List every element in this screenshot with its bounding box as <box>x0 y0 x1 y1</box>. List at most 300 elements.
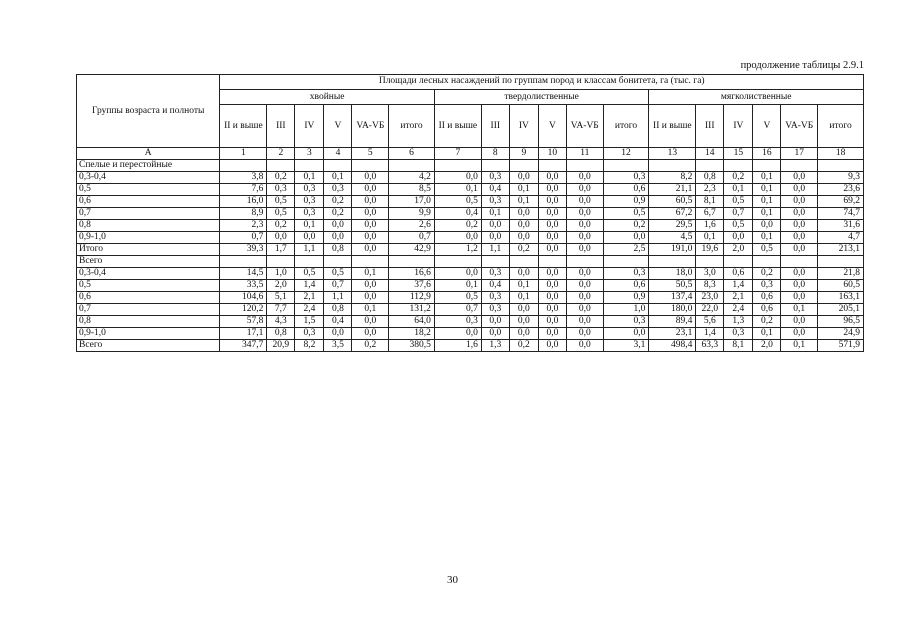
empty-cell <box>352 256 389 268</box>
value-cell: 104,6 <box>220 292 267 304</box>
value-cell: 0,3 <box>603 316 649 328</box>
value-cell: 2,3 <box>220 220 267 232</box>
value-cell: 0,5 <box>753 244 781 256</box>
index-cell: 14 <box>696 148 724 160</box>
value-cell: 0,5 <box>724 220 753 232</box>
value-cell: 3,8 <box>220 172 267 184</box>
value-cell: 0,0 <box>566 268 603 280</box>
row-label: 0,8 <box>77 220 220 232</box>
value-cell: 8,1 <box>724 340 753 352</box>
value-cell: 0,0 <box>509 172 538 184</box>
table-row <box>77 304 864 316</box>
value-cell: 0,0 <box>566 316 603 328</box>
value-cell: 7,6 <box>220 184 267 196</box>
row-label: 0,3-0,4 <box>77 268 220 280</box>
value-cell: 0,3 <box>481 292 509 304</box>
value-cell: 69,2 <box>818 196 864 208</box>
value-cell: 0,3 <box>481 304 509 316</box>
table-row <box>77 208 864 220</box>
value-cell: 6,7 <box>696 208 724 220</box>
value-cell: 0,7 <box>724 208 753 220</box>
value-cell: 29,5 <box>649 220 696 232</box>
subheader-cell: итого <box>603 105 649 148</box>
section-title: Всего <box>77 256 220 268</box>
empty-cell <box>481 160 509 172</box>
value-cell: 96,5 <box>818 316 864 328</box>
index-cell: 17 <box>781 148 818 160</box>
value-cell: 0,0 <box>781 244 818 256</box>
index-cell: 3 <box>295 148 324 160</box>
value-cell: 0,0 <box>781 220 818 232</box>
value-cell: 0,0 <box>481 316 509 328</box>
empty-cell <box>509 160 538 172</box>
value-cell: 0,0 <box>509 316 538 328</box>
value-cell: 0,0 <box>566 172 603 184</box>
value-cell: 0,4 <box>481 280 509 292</box>
value-cell: 0,0 <box>509 328 538 340</box>
group-header: мягколиственные <box>649 89 864 105</box>
empty-cell <box>389 160 435 172</box>
value-cell: 0,6 <box>603 280 649 292</box>
value-cell: 0,0 <box>481 232 509 244</box>
value-cell: 0,5 <box>295 268 324 280</box>
value-cell: 9,3 <box>818 172 864 184</box>
value-cell: 0,9 <box>603 292 649 304</box>
subheader-cell: итого <box>818 105 864 148</box>
value-cell: 0,0 <box>267 232 295 244</box>
value-cell: 0,0 <box>538 208 566 220</box>
value-cell: 0,1 <box>753 232 781 244</box>
value-cell: 0,0 <box>509 208 538 220</box>
row-label: Всего <box>77 340 220 352</box>
value-cell: 0,0 <box>352 292 389 304</box>
empty-cell <box>267 160 295 172</box>
value-cell: 23,1 <box>649 328 696 340</box>
value-cell: 2,0 <box>724 244 753 256</box>
value-cell: 0,0 <box>566 244 603 256</box>
value-cell: 0,0 <box>724 232 753 244</box>
subheader-cell: IV <box>295 105 324 148</box>
page-number: 30 <box>447 574 458 586</box>
value-cell: 120,2 <box>220 304 267 316</box>
empty-cell <box>753 160 781 172</box>
value-cell: 0,1 <box>434 184 481 196</box>
value-cell: 0,7 <box>324 280 352 292</box>
row-label: 0,5 <box>77 280 220 292</box>
value-cell: 1,3 <box>724 316 753 328</box>
value-cell: 0,3 <box>295 184 324 196</box>
index-cell: 18 <box>818 148 864 160</box>
value-cell: 5,1 <box>267 292 295 304</box>
value-cell: 0,6 <box>753 292 781 304</box>
value-cell: 4,7 <box>818 232 864 244</box>
empty-cell <box>509 256 538 268</box>
value-cell: 0,0 <box>538 268 566 280</box>
value-cell: 0,2 <box>352 340 389 352</box>
value-cell: 74,7 <box>818 208 864 220</box>
value-cell: 0,3 <box>753 280 781 292</box>
value-cell: 1,3 <box>481 340 509 352</box>
value-cell: 0,0 <box>352 172 389 184</box>
value-cell: 16,6 <box>389 268 435 280</box>
subheader-cell: III <box>696 105 724 148</box>
empty-cell <box>434 256 481 268</box>
value-cell: 0,5 <box>724 196 753 208</box>
value-cell: 0,0 <box>566 304 603 316</box>
value-cell: 0,3 <box>603 172 649 184</box>
value-cell: 0,1 <box>753 172 781 184</box>
value-cell: 0,0 <box>324 232 352 244</box>
value-cell: 0,0 <box>352 244 389 256</box>
value-cell: 33,5 <box>220 280 267 292</box>
value-cell: 8,1 <box>696 196 724 208</box>
value-cell: 7,7 <box>267 304 295 316</box>
empty-cell <box>324 256 352 268</box>
empty-cell <box>220 160 267 172</box>
value-cell: 1,4 <box>696 328 724 340</box>
value-cell: 112,9 <box>389 292 435 304</box>
index-cell: 4 <box>324 148 352 160</box>
index-cell: 6 <box>389 148 435 160</box>
value-cell: 0,1 <box>509 280 538 292</box>
index-cell: 10 <box>538 148 566 160</box>
value-cell: 0,0 <box>538 232 566 244</box>
value-cell: 5,6 <box>696 316 724 328</box>
value-cell: 0,1 <box>753 208 781 220</box>
value-cell: 18,2 <box>389 328 435 340</box>
value-cell: 0,1 <box>352 304 389 316</box>
value-cell: 0,2 <box>434 220 481 232</box>
value-cell: 0,3 <box>324 184 352 196</box>
value-cell: 0,0 <box>481 328 509 340</box>
empty-cell <box>566 160 603 172</box>
value-cell: 0,1 <box>295 220 324 232</box>
empty-cell <box>538 160 566 172</box>
value-cell: 0,1 <box>509 184 538 196</box>
subheader-cell: IV <box>509 105 538 148</box>
value-cell: 16,0 <box>220 196 267 208</box>
value-cell: 0,1 <box>753 328 781 340</box>
value-cell: 20,9 <box>267 340 295 352</box>
value-cell: 1,0 <box>267 268 295 280</box>
table-row <box>77 316 864 328</box>
value-cell: 0,0 <box>538 316 566 328</box>
table-row <box>77 220 864 232</box>
value-cell: 0,0 <box>781 280 818 292</box>
value-cell: 1,4 <box>724 280 753 292</box>
value-cell: 0,0 <box>434 232 481 244</box>
value-cell: 0,0 <box>781 268 818 280</box>
empty-cell <box>696 256 724 268</box>
value-cell: 0,1 <box>724 184 753 196</box>
index-cell: 15 <box>724 148 753 160</box>
value-cell: 0,6 <box>724 268 753 280</box>
value-cell: 8,2 <box>649 172 696 184</box>
index-cell: 7 <box>434 148 481 160</box>
index-cell: 1 <box>220 148 267 160</box>
value-cell: 213,1 <box>818 244 864 256</box>
empty-cell <box>781 256 818 268</box>
group-header: хвойные <box>220 89 434 105</box>
subheader-cell: II и выше <box>649 105 696 148</box>
subheader-cell: итого <box>389 105 435 148</box>
value-cell: 4,2 <box>389 172 435 184</box>
index-cell: 11 <box>566 148 603 160</box>
value-cell: 60,5 <box>818 280 864 292</box>
value-cell: 0,0 <box>781 172 818 184</box>
value-cell: 0,0 <box>352 280 389 292</box>
value-cell: 0,1 <box>753 196 781 208</box>
value-cell: 0,0 <box>295 232 324 244</box>
value-cell: 1,2 <box>434 244 481 256</box>
value-cell: 0,0 <box>781 208 818 220</box>
empty-cell <box>295 160 324 172</box>
value-cell: 0,0 <box>566 220 603 232</box>
value-cell: 380,5 <box>389 340 435 352</box>
value-cell: 0,0 <box>352 196 389 208</box>
value-cell: 3,5 <box>324 340 352 352</box>
value-cell: 2,1 <box>724 292 753 304</box>
value-cell: 0,0 <box>781 184 818 196</box>
row-label: 0,9-1,0 <box>77 328 220 340</box>
value-cell: 0,2 <box>753 268 781 280</box>
empty-cell <box>295 256 324 268</box>
value-cell: 0,3 <box>295 196 324 208</box>
value-cell: 0,4 <box>481 184 509 196</box>
subheader-cell: V <box>538 105 566 148</box>
value-cell: 0,0 <box>352 184 389 196</box>
value-cell: 0,0 <box>538 328 566 340</box>
value-cell: 8,3 <box>696 280 724 292</box>
empty-cell <box>434 160 481 172</box>
value-cell: 131,2 <box>389 304 435 316</box>
value-cell: 0,0 <box>538 292 566 304</box>
empty-cell <box>724 160 753 172</box>
value-cell: 347,7 <box>220 340 267 352</box>
subheader-cell: VA-VБ <box>566 105 603 148</box>
value-cell: 0,0 <box>538 172 566 184</box>
empty-cell <box>781 160 818 172</box>
value-cell: 2,6 <box>389 220 435 232</box>
value-cell: 8,2 <box>295 340 324 352</box>
value-cell: 0,3 <box>295 208 324 220</box>
group-header: твердолиственные <box>434 89 648 105</box>
row-label: 0,7 <box>77 208 220 220</box>
value-cell: 0,6 <box>603 184 649 196</box>
value-cell: 0,3 <box>481 172 509 184</box>
value-cell: 0,0 <box>352 220 389 232</box>
value-cell: 0,1 <box>434 280 481 292</box>
value-cell: 2,1 <box>295 292 324 304</box>
empty-cell <box>481 256 509 268</box>
index-cell: А <box>77 148 220 160</box>
value-cell: 9,9 <box>389 208 435 220</box>
empty-cell <box>818 160 864 172</box>
value-cell: 1,7 <box>267 244 295 256</box>
subheader-cell: II и выше <box>434 105 481 148</box>
empty-cell <box>220 256 267 268</box>
value-cell: 2,4 <box>295 304 324 316</box>
value-cell: 0,3 <box>267 184 295 196</box>
value-cell: 0,3 <box>295 328 324 340</box>
header-row-main <box>77 75 864 90</box>
value-cell: 0,4 <box>324 316 352 328</box>
value-cell: 0,2 <box>267 220 295 232</box>
first-column-header: Группы возраста и полноты <box>77 75 220 148</box>
value-cell: 64,0 <box>389 316 435 328</box>
value-cell: 0,0 <box>781 316 818 328</box>
value-cell: 0,0 <box>566 208 603 220</box>
value-cell: 89,4 <box>649 316 696 328</box>
value-cell: 0,2 <box>603 220 649 232</box>
value-cell: 0,0 <box>538 184 566 196</box>
section-title: Спелые и перестойные <box>77 160 220 172</box>
value-cell: 0,8 <box>696 172 724 184</box>
value-cell: 0,8 <box>324 304 352 316</box>
table-row <box>77 268 864 280</box>
value-cell: 0,0 <box>434 172 481 184</box>
value-cell: 1,1 <box>324 292 352 304</box>
index-cell: 16 <box>753 148 781 160</box>
subheader-cell: V <box>753 105 781 148</box>
value-cell: 498,4 <box>649 340 696 352</box>
value-cell: 0,2 <box>509 340 538 352</box>
value-cell: 2,3 <box>696 184 724 196</box>
value-cell: 8,9 <box>220 208 267 220</box>
value-cell: 0,0 <box>352 316 389 328</box>
value-cell: 18,0 <box>649 268 696 280</box>
value-cell: 0,1 <box>509 196 538 208</box>
value-cell: 0,8 <box>324 244 352 256</box>
value-cell: 1,0 <box>603 304 649 316</box>
value-cell: 0,2 <box>267 172 295 184</box>
value-cell: 0,0 <box>352 208 389 220</box>
empty-cell <box>724 256 753 268</box>
value-cell: 0,8 <box>267 328 295 340</box>
value-cell: 0,4 <box>434 208 481 220</box>
row-label: 0,6 <box>77 196 220 208</box>
value-cell: 0,0 <box>434 268 481 280</box>
value-cell: 0,5 <box>267 208 295 220</box>
continuation-note: продолжение таблицы 2.9.1 <box>740 60 864 71</box>
value-cell: 0,3 <box>481 268 509 280</box>
value-cell: 0,0 <box>434 328 481 340</box>
value-cell: 0,2 <box>753 316 781 328</box>
value-cell: 0,7 <box>434 304 481 316</box>
index-cell: 8 <box>481 148 509 160</box>
value-cell: 0,0 <box>538 220 566 232</box>
subheader-cell: VA-VБ <box>352 105 389 148</box>
value-cell: 0,0 <box>509 304 538 316</box>
value-cell: 0,1 <box>781 304 818 316</box>
subheader-cell: V <box>324 105 352 148</box>
value-cell: 42,9 <box>389 244 435 256</box>
empty-cell <box>649 256 696 268</box>
row-label: 0,6 <box>77 292 220 304</box>
section-row <box>77 256 864 268</box>
value-cell: 2,0 <box>267 280 295 292</box>
value-cell: 0,1 <box>324 172 352 184</box>
value-cell: 0,5 <box>324 268 352 280</box>
empty-cell <box>649 160 696 172</box>
empty-cell <box>696 160 724 172</box>
value-cell: 0,3 <box>434 316 481 328</box>
index-cell: 5 <box>352 148 389 160</box>
subheader-cell: VA-VБ <box>781 105 818 148</box>
table-row <box>77 280 864 292</box>
value-cell: 1,1 <box>295 244 324 256</box>
empty-cell <box>389 256 435 268</box>
value-cell: 0,0 <box>324 220 352 232</box>
section-row <box>77 160 864 172</box>
index-cell: 13 <box>649 148 696 160</box>
table-row <box>77 328 864 340</box>
value-cell: 0,5 <box>434 196 481 208</box>
empty-cell <box>352 160 389 172</box>
value-cell: 0,0 <box>566 340 603 352</box>
value-cell: 3,1 <box>603 340 649 352</box>
value-cell: 22,0 <box>696 304 724 316</box>
value-cell: 24,9 <box>818 328 864 340</box>
value-cell: 0,5 <box>267 196 295 208</box>
subheader-cell: III <box>267 105 295 148</box>
value-cell: 0,0 <box>566 328 603 340</box>
value-cell: 0,0 <box>538 244 566 256</box>
empty-cell <box>603 256 649 268</box>
value-cell: 0,2 <box>324 196 352 208</box>
table-row <box>77 196 864 208</box>
value-cell: 23,0 <box>696 292 724 304</box>
value-cell: 0,0 <box>781 196 818 208</box>
row-label: 0,5 <box>77 184 220 196</box>
value-cell: 19,6 <box>696 244 724 256</box>
value-cell: 1,1 <box>481 244 509 256</box>
header-row-index <box>77 148 864 160</box>
value-cell: 180,0 <box>649 304 696 316</box>
value-cell: 163,1 <box>818 292 864 304</box>
row-label: Итого <box>77 244 220 256</box>
value-cell: 0,1 <box>753 184 781 196</box>
value-cell: 37,6 <box>389 280 435 292</box>
empty-cell <box>818 256 864 268</box>
value-cell: 0,9 <box>603 196 649 208</box>
value-cell: 0,0 <box>324 328 352 340</box>
value-cell: 0,0 <box>509 268 538 280</box>
value-cell: 50,5 <box>649 280 696 292</box>
subheader-cell: III <box>481 105 509 148</box>
table-row <box>77 340 864 352</box>
subheader-cell: II и выше <box>220 105 267 148</box>
value-cell: 0,1 <box>696 232 724 244</box>
value-cell: 0,2 <box>509 244 538 256</box>
table-row <box>77 232 864 244</box>
value-cell: 0,1 <box>481 208 509 220</box>
value-cell: 60,5 <box>649 196 696 208</box>
value-cell: 0,0 <box>352 232 389 244</box>
value-cell: 0,6 <box>753 304 781 316</box>
value-cell: 0,0 <box>566 232 603 244</box>
value-cell: 0,2 <box>324 208 352 220</box>
empty-cell <box>566 256 603 268</box>
value-cell: 1,5 <box>295 316 324 328</box>
empty-cell <box>753 256 781 268</box>
empty-cell <box>267 256 295 268</box>
index-cell: 12 <box>603 148 649 160</box>
value-cell: 1,6 <box>696 220 724 232</box>
value-cell: 0,1 <box>352 268 389 280</box>
row-label: 0,8 <box>77 316 220 328</box>
value-cell: 0,0 <box>538 340 566 352</box>
